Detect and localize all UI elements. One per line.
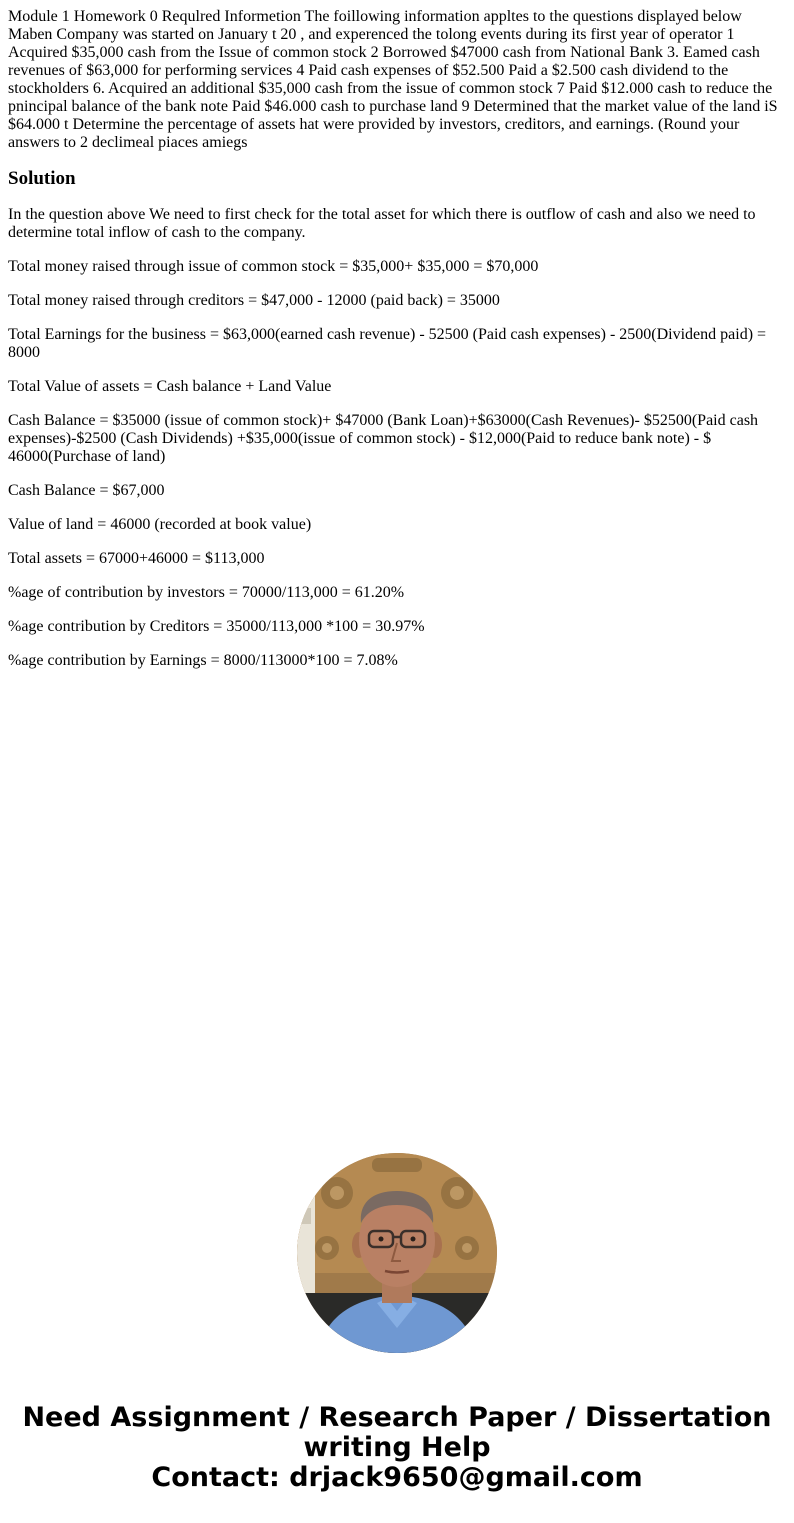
earnings-percentage: %age contribution by Earnings = 8000/113000*100 = 7.08% bbox=[8, 652, 398, 669]
land-value: Value of land = 46000 (recorded at book value) bbox=[8, 516, 312, 533]
assets-formula: Total Value of assets = Cash balance + Land Value bbox=[8, 378, 332, 395]
total-assets: Total assets = 67000+46000 = $113,000 bbox=[8, 550, 265, 567]
creditors-percentage: %age contribution by Creditors = 35000/113,000 *100 = 30.97% bbox=[8, 618, 425, 635]
person-photo-icon bbox=[297, 1153, 497, 1353]
promo-banner bbox=[0, 1403, 794, 1493]
document-body bbox=[8, 8, 786, 686]
question-text: Module 1 Homework 0 Requlred Informetion The foillowing information appltes to the questions displayed below Maben Company was started on January t 20 , and experenced the tolong events during its first year of operator 1 Acquired $35,000 cash from the Issue of common stock 2 Borrowed $47000 cash from National Bank 3. Eamed cash revenues of $63,000 for performing services 4 Paid cash expenses of $52.500 Paid a $2.500 cash dividend to the stockholders 6. Acquired an additional $35,000 cash from the issue of common stock 7 Paid $12.000 cash to reduce the pnincipal balance of the bank note Paid $46.000 cash to purchase land 9 Determined that the market value of the land iS $64.000 t Determine the percentage of assets hat were provided by investors, creditors, and earnings. (Round your answers to 2 declimeal piaces amiegs bbox=[8, 8, 778, 151]
solution-intro: In the question above We need to first check for the total asset for which there is outflow of cash and also we need to determine total inflow of cash to the company. bbox=[8, 206, 756, 241]
creditors-total: Total money raised through creditors = $47,000 - 12000 (paid back) = 35000 bbox=[8, 292, 500, 309]
earnings-total: Total Earnings for the business = $63,000(earned cash revenue) - 52500 (Paid cash expenses) - 2500(Dividend paid) = 8000 bbox=[8, 326, 767, 361]
promo-contact: Contact: drjack9650@gmail.com bbox=[151, 1462, 643, 1493]
cash-balance-calc: Cash Balance = $35000 (issue of common stock)+ $47000 (Bank Loan)+$63000(Cash Revenues)- $52500(Paid cash expenses)-$2500 (Cash Dividends) +$35,000(issue of common stock) - $12,000(Paid to reduce bank note) - $ 46000(Purchase of land) bbox=[8, 412, 759, 465]
promo-line-1: Need Assignment / Research Paper / Dissertation bbox=[22, 1402, 772, 1433]
cash-balance-result: Cash Balance = $67,000 bbox=[8, 482, 165, 499]
solution-heading: Solution bbox=[8, 168, 76, 189]
investors-percentage: %age of contribution by investors = 70000/113,000 = 61.20% bbox=[8, 584, 405, 601]
common-stock-total: Total money raised through issue of common stock = $35,000+ $35,000 = $70,000 bbox=[8, 258, 539, 275]
promo-line-2: writing Help bbox=[303, 1432, 491, 1463]
